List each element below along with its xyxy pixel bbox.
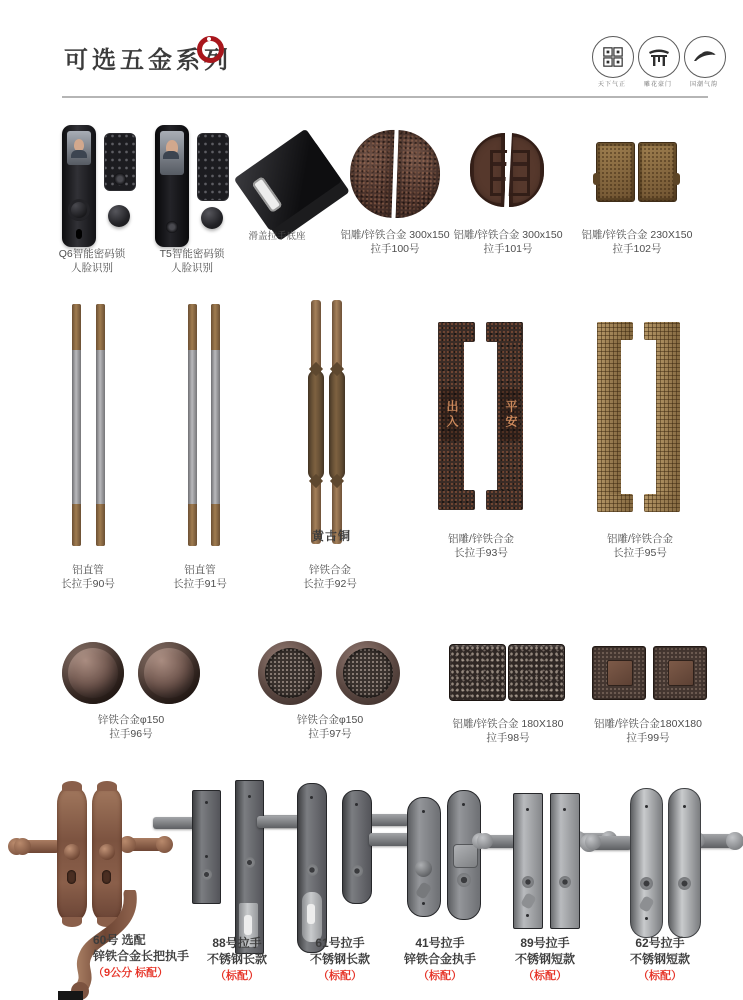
product-caption-96: 锌铁合金φ150 拉手96号	[97, 714, 165, 740]
product-caption-102: 铝雕/锌铁合金 230X150 拉手102号	[581, 229, 693, 255]
product-pull-101	[470, 133, 546, 209]
red-ring-mark-icon	[197, 36, 224, 63]
product-caption-99: 铝雕/锌铁合金180X180 拉手99号	[594, 718, 702, 744]
product-caption-91: 铝直管 长拉手91号	[173, 564, 227, 590]
header-divider	[62, 96, 708, 98]
product-caption-97: 锌铁合金φ150 拉手97号	[296, 714, 364, 740]
round-knob	[201, 207, 223, 229]
product-caption-q6: Q6智能密码锁 人脸识别	[58, 248, 126, 274]
product-caption-base: 滑盖拉手底座	[248, 231, 306, 242]
product-caption-93: 铝雕/锌铁合金 长拉手93号	[448, 533, 514, 559]
product-caption-88: 88号拉手 不锈钢长款 （标配）	[206, 936, 267, 983]
icon-label: 国潮气韵	[689, 82, 718, 88]
finish-badge: 黄古铜	[312, 529, 352, 543]
product-caption-100: 铝雕/锌铁合金 300x150 拉手100号	[340, 229, 450, 255]
product-pull-93	[438, 322, 523, 510]
product-pull-95	[597, 322, 680, 512]
cropped-bottom-fragment	[58, 991, 83, 1000]
product-caption-61: 61号拉手 不锈钢长款 （标配）	[309, 936, 370, 983]
product-pull-91	[188, 304, 222, 548]
product-pull-90	[72, 304, 106, 548]
archway-gate-icon	[638, 36, 680, 78]
product-caption-60: 60号 选配 锌铁合金长把执手 （9公分 标配）	[93, 933, 190, 980]
product-pull-98	[449, 644, 565, 701]
lock-screen	[67, 131, 91, 165]
product-knob-96	[62, 642, 202, 706]
product-pull-102	[596, 142, 676, 202]
icon-label: 雕花豪门	[643, 82, 672, 88]
keyhole	[76, 229, 82, 239]
product-caption-90: 铝直管 长拉手90号	[61, 564, 115, 590]
product-caption-98: 铝雕/锌铁合金 180X180 拉手98号	[452, 718, 564, 744]
engraving-left: 出入	[441, 389, 461, 441]
product-caption-t5: T5智能密码锁 人脸识别	[159, 248, 225, 274]
product-caption-95: 铝雕/锌铁合金 长拉手95号	[607, 533, 673, 559]
product-caption-41: 41号拉手 锌铁合金执手 （标配）	[403, 936, 476, 983]
lock-keypad	[104, 133, 136, 191]
eaves-roof-icon	[684, 36, 726, 78]
face-portrait	[74, 139, 84, 151]
product-caption-89: 89号拉手 不锈钢短款 （标配）	[514, 936, 575, 983]
product-pull-92	[311, 300, 343, 548]
product-caption-101: 铝雕/锌铁合金 300x150 拉手101号	[453, 229, 563, 255]
product-knob-97	[258, 641, 402, 707]
product-slide-base	[236, 130, 346, 235]
page-title: 可选五金系列	[64, 48, 232, 74]
engraving-right: 平安	[500, 389, 520, 441]
round-knob	[108, 205, 130, 227]
product-pull-100	[348, 128, 443, 221]
product-caption-92: 锌铁合金 长拉手92号	[303, 564, 357, 590]
product-caption-62: 62号拉手 不锈钢短款 （标配）	[629, 936, 690, 983]
icon-label: 天下气正	[597, 82, 626, 88]
lock-knob	[68, 199, 90, 221]
product-pull-99	[592, 646, 707, 700]
fingerprint-sensor	[114, 173, 126, 185]
seal-stamp-icon	[592, 36, 634, 78]
